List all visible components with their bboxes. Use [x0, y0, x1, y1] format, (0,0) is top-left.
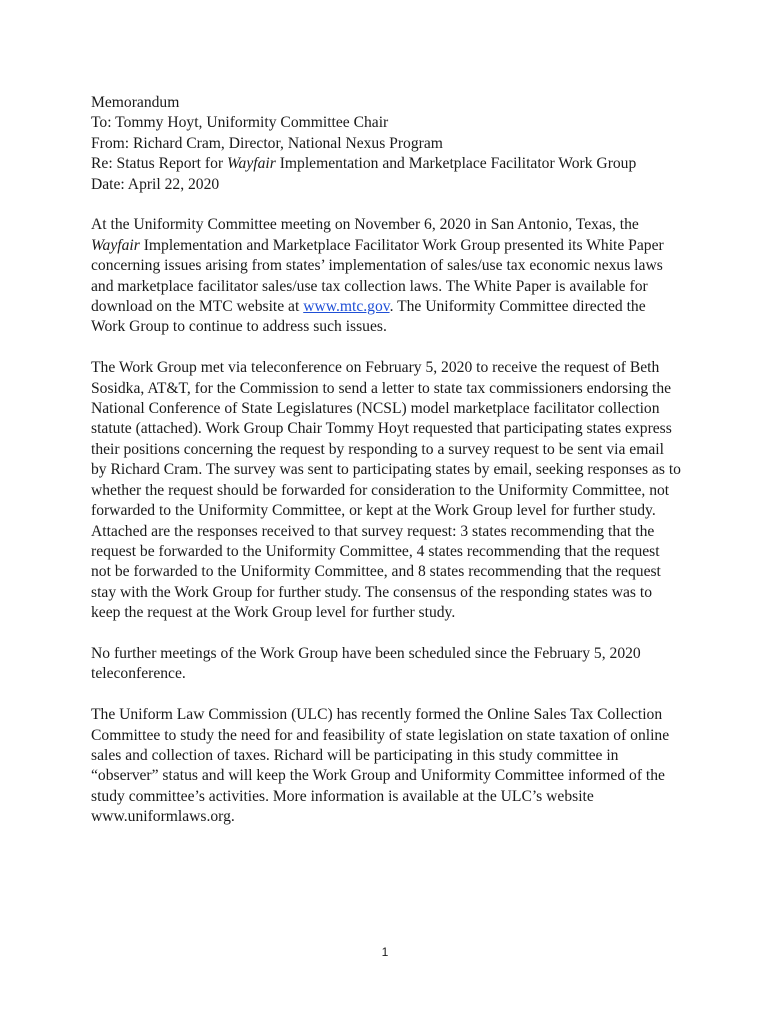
memo-to-line: To: Tommy Hoyt, Uniformity Committee Chair: [91, 114, 389, 132]
memo-header: [91, 93, 683, 195]
paragraph-1: [91, 215, 683, 337]
memo-re-line: [91, 154, 683, 174]
paragraph-1-italic: Wayfair: [91, 236, 140, 254]
paragraph-2: The Work Group met via teleconference on February 5, 2020 to receive the request of Beth Sosidka, AT&T, for the Commission to send a letter to state tax commissioners endorsing the National Conference of State Legislatures (NCSL) model marketplace facilitator collection statute (attached). Work Group Chair Tommy Hoyt requested that participating states express their positions concerning the request by responding to a survey request to be sent via email by Richard Cram. The survey was sent to participating states by email, seeking responses as to whether the request should be forwarded for consideration to the Uniformity Committee, not forwarded to the Uniformity Committee, or kept at the Work Group level for further study. Attached are the responses received to that survey request: 3 states recommending that the request be forwarded to the Uniformity Committee, 4 states recommending that the request not be forwarded to the Uniformity Committee, and 8 states recommending that the request stay with the Work Group for further study. The consensus of the responding states was to keep the request at the Work Group level for further study.: [91, 359, 681, 622]
page-number: 1: [381, 945, 389, 959]
memo-re-italic: Wayfair: [227, 155, 276, 173]
paragraph-1-part-b: Implementation and Marketplace Facilitator Work Group presented its White Paper concerning issues arising from states’ implementation of sales/use tax economic nexus laws and marketplace facilitator sales/use tax collection laws. The White Paper is available for download on the MTC website at: [91, 236, 664, 316]
mtc-website-link[interactable]: www.mtc.gov: [303, 298, 390, 316]
memo-re-prefix: Re: Status Report for: [91, 155, 227, 173]
paragraph-1-part-c: . The Uniformity Committee directed the Work Group to continue to address such issues.: [91, 298, 646, 336]
memo-from-line: From: Richard Cram, Director, National Nexus Program: [91, 134, 443, 152]
memo-body: [91, 93, 683, 828]
memo-re-suffix: Implementation and Marketplace Facilitator Work Group: [275, 155, 637, 173]
paragraph-3: No further meetings of the Work Group have been scheduled since the February 5, 2020 teleconference.: [91, 644, 641, 683]
memo-date-line: Date: April 22, 2020: [91, 175, 220, 193]
paragraph-1-part-a: At the Uniformity Committee meeting on November 6, 2020 in San Antonio, Texas, the: [91, 216, 639, 234]
memo-title: Memorandum: [91, 94, 180, 111]
paragraph-4: The Uniform Law Commission (ULC) has recently formed the Online Sales Tax Collection Committee to study the need for and feasibility of state legislation on state taxation of online sales and collection of taxes. Richard will be participating in this study committee in “observer” status and will keep the Work Group and Uniformity Committee informed of the study committee’s activities. More information is available at the ULC’s website www.uniformlaws.org.: [91, 706, 670, 826]
